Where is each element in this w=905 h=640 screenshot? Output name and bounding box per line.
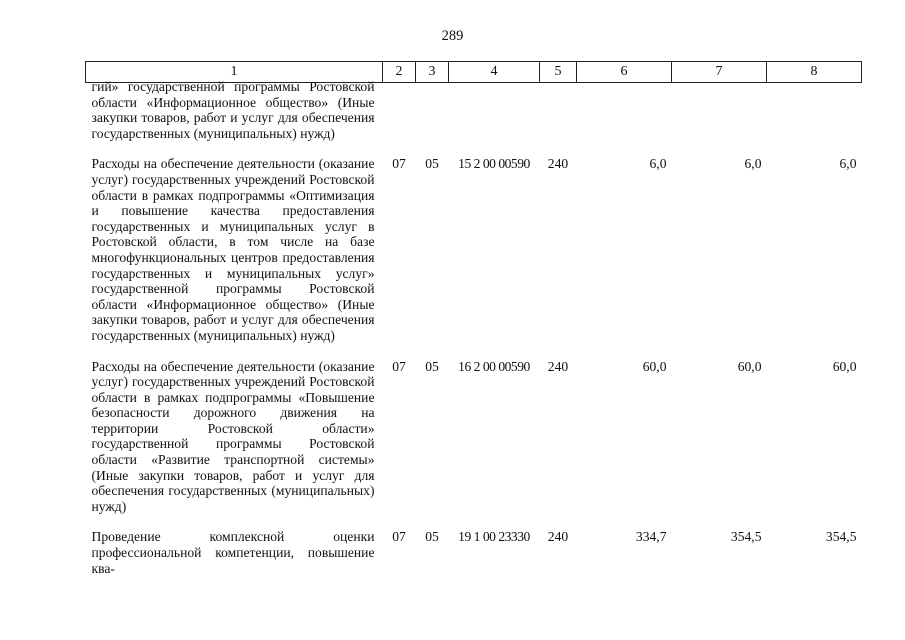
row-kcsr: 15 2 00 00590 — [458, 156, 530, 172]
row-rz — [383, 83, 416, 142]
row-year3-amount: 60,0 — [832, 358, 857, 374]
table-row — [86, 514, 862, 576]
row-year1-amount: 60,0 — [642, 358, 667, 374]
header-col-7: 7 — [672, 62, 767, 83]
row-year1-amount — [577, 83, 672, 142]
page-number: 289 — [441, 28, 464, 44]
header-col-4: 4 — [449, 62, 540, 83]
row-kcsr — [449, 83, 540, 142]
row-description-cell — [86, 141, 383, 343]
row-year3-amount: 354,5 — [825, 529, 857, 545]
row-description: гий» государственной программы Ростовской области «Информационное общество» (Иные закупки товаров, работ и услуг для обеспечения государственных (муниципальных) нужд) — [91, 79, 375, 141]
table-row — [86, 344, 862, 515]
row-rz: 07 — [392, 529, 406, 545]
row-year2-amount: 60,0 — [737, 358, 762, 374]
header-col-8: 8 — [767, 62, 862, 83]
header-col-2: 2 — [383, 62, 416, 83]
row-kcsr: 16 2 00 00590 — [458, 358, 530, 374]
row-pr: 05 — [425, 358, 439, 374]
row-year2-amount — [672, 83, 767, 142]
row-year2-amount: 354,5 — [730, 529, 762, 545]
row-description: Расходы на обеспечение деятельности (оказание услуг) государственных учреждений Ростовской области в рамках подпрограммы «Оптимизация и повышение качества предоставления государственных и муниципальных услуг в Ростовской области, в том числе на базе многофункциональных центров предоставления государственных и муниципальных услуг» государственной программы Ростовской области «Информационное общество» (Иные закупки товаров, работ и услуг для обеспечения государственных (муниципальных) нужд) — [91, 156, 375, 343]
row-vr: 240 — [547, 529, 569, 545]
row-description: Проведение комплексной оценки профессиональной компетенции, повышение ква- — [91, 529, 375, 576]
row-vr: 240 — [547, 156, 569, 172]
row-pr: 05 — [425, 529, 439, 545]
header-col-6: 6 — [577, 62, 672, 83]
row-vr: 240 — [547, 358, 569, 374]
budget-table — [85, 61, 862, 576]
table-row — [86, 83, 862, 142]
row-year3-amount — [767, 83, 862, 142]
row-rz: 07 — [392, 156, 406, 172]
header-col-3: 3 — [416, 62, 449, 83]
row-year2-amount: 6,0 — [744, 156, 762, 172]
row-year1-amount: 334,7 — [635, 529, 667, 545]
row-description-cell — [86, 344, 383, 515]
row-year3-amount: 6,0 — [839, 156, 857, 172]
row-description: Расходы на обеспечение деятельности (оказание услуг) государственных учреждений Ростовской области в рамках подпрограммы «Повышение безопасности дорожного движения на территории Ростовской области» государственной программы Ростовской области «Развитие транспортной системы» (Иные закупки товаров, работ и услуг для обеспечения государственных (муниципальных) нужд) — [91, 358, 375, 514]
row-rz: 07 — [392, 358, 406, 374]
header-col-1: 1 — [86, 62, 383, 83]
header-col-5: 5 — [540, 62, 577, 83]
row-vr — [540, 83, 577, 142]
table-body — [86, 79, 862, 577]
row-pr: 05 — [425, 156, 439, 172]
row-kcsr: 19 1 00 23330 — [458, 529, 530, 545]
row-pr — [416, 83, 449, 142]
row-description-cell — [86, 79, 383, 142]
row-description-cell — [86, 514, 383, 576]
table-row — [86, 141, 862, 343]
row-year1-amount: 6,0 — [649, 156, 667, 172]
